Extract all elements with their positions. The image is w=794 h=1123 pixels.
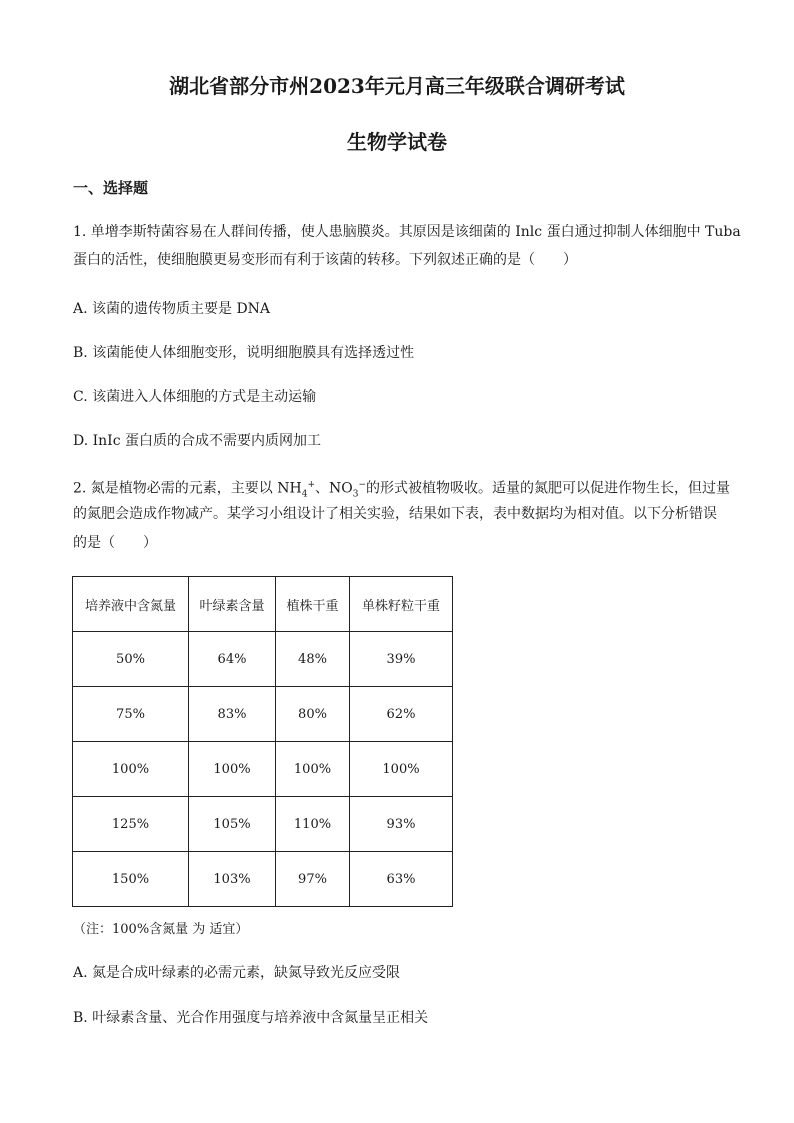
nh4-superscript: +: [307, 480, 315, 490]
q2-stem-line1: [73, 475, 730, 504]
q2-stem-part1: 2. 氮是植物必需的元素，主要以 NH: [73, 480, 302, 497]
table-header: 植株干重: [276, 577, 350, 632]
no3-subscript: 3: [352, 489, 359, 500]
table-cell: 50%: [73, 632, 189, 687]
table-cell: 48%: [276, 632, 350, 687]
table-cell: 105%: [189, 797, 276, 852]
table-header: 单株籽粒干重: [350, 577, 453, 632]
table-header: 培养液中含氮量: [73, 577, 189, 632]
table-cell: 62%: [350, 687, 453, 742]
table-header: 叶绿素含量: [189, 577, 276, 632]
exam-subtitle: 生物学试卷: [347, 130, 447, 154]
table-cell: 75%: [73, 687, 189, 742]
table-row: [73, 632, 453, 687]
q1-stem-line2: 蛋白的活性，使细胞膜更易变形而有利于该菌的转移。下列叙述正确的是（ ）: [73, 252, 577, 268]
table-row: [73, 797, 453, 852]
table-cell: 39%: [350, 632, 453, 687]
section-heading: 一、选择题: [73, 179, 149, 197]
table-cell: 93%: [350, 797, 453, 852]
q2-option-b: B. 叶绿素含量、光合作用强度与培养液中含氮量呈正相关: [73, 1010, 429, 1026]
table-cell: 100%: [350, 742, 453, 797]
table-cell: 100%: [276, 742, 350, 797]
q1-option-a: A. 该菌的遗传物质主要是 DNA: [73, 301, 271, 317]
table-cell: 100%: [189, 742, 276, 797]
no3-superscript: −: [358, 480, 367, 490]
table-cell: 125%: [73, 797, 189, 852]
q1-option-c: C. 该菌进入人体细胞的方式是主动运输: [73, 389, 317, 405]
table-cell: 64%: [189, 632, 276, 687]
table-cell: 103%: [189, 852, 276, 907]
table-cell: 110%: [276, 797, 350, 852]
table-cell: 150%: [73, 852, 189, 907]
table-cell: 83%: [189, 687, 276, 742]
table-row: [73, 742, 453, 797]
exam-title: 湖北省部分市州2023年元月高三年级联合调研考试: [169, 74, 625, 98]
table-row: [73, 687, 453, 742]
table-row: [73, 852, 453, 907]
q2-stem-line2: 的氮肥会造成作物减产。某学习小组设计了相关实验，结果如下表，表中数据均为相对值。以下分析错误: [73, 506, 717, 522]
q2-stem-line3: 的是（ ）: [73, 535, 157, 551]
table-cell: 80%: [276, 687, 350, 742]
q2-option-a: A. 氮是合成叶绿素的必需元素，缺氮导致光反应受限: [73, 965, 401, 981]
table-cell: 97%: [276, 852, 350, 907]
q1-option-b: B. 该菌能使人体细胞变形，说明细胞膜具有选择透过性: [73, 345, 415, 361]
nitrogen-data-table: [72, 576, 453, 907]
q1-stem-line1: 1. 单增李斯特菌容易在人群间传播，使人患脑膜炎。其原因是该细菌的 Inlc 蛋白通过抑制人体细胞中 Tuba: [73, 224, 741, 240]
table-note: （注：100%含氮量 为 适宜）: [73, 922, 249, 937]
q2-stem-part2: 的形式被植物吸收。适量的氮肥可以促进作物生长，但过量: [366, 480, 731, 497]
q2-stem-separator: 、NO: [315, 480, 353, 497]
table-header-row: [73, 577, 453, 632]
q1-option-d: D. InIc 蛋白质的合成不需要内质网加工: [73, 433, 321, 449]
table-cell: 63%: [350, 852, 453, 907]
table-cell: 100%: [73, 742, 189, 797]
nh4-subscript: 4: [301, 489, 308, 500]
